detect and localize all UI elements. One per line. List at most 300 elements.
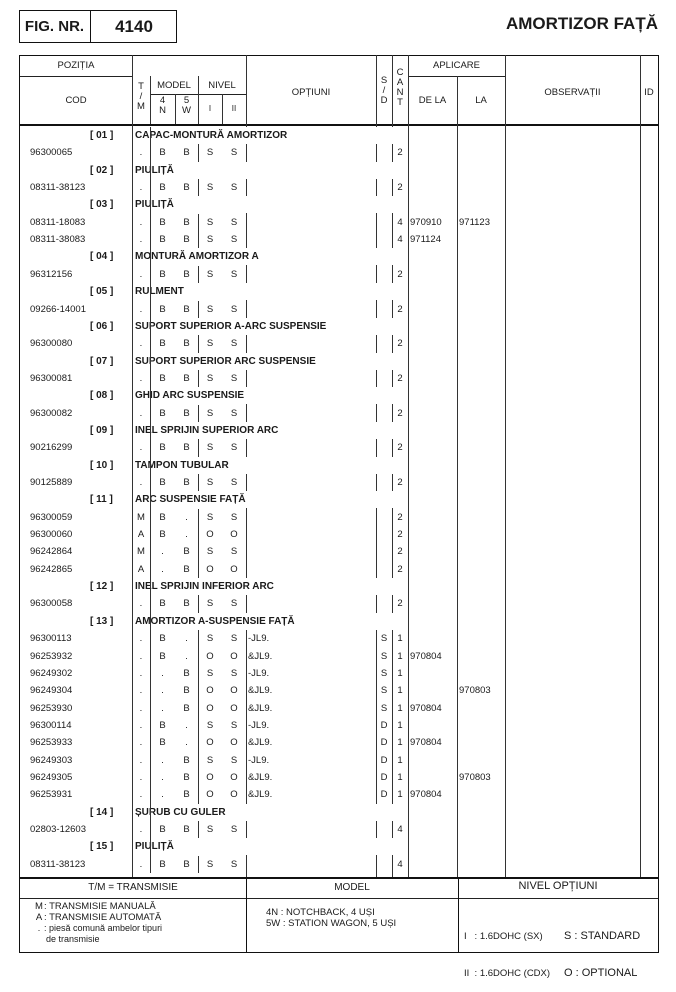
nivel-ii-value: O: [230, 685, 238, 697]
legend-model-item: 5W : STATION WAGON, 5 UȘI: [266, 917, 397, 929]
header-cod: COD: [65, 95, 87, 106]
nivel-i-value: S: [206, 754, 214, 766]
part-code: 96300114: [30, 719, 72, 731]
part-code: 96300060: [30, 529, 73, 541]
transmission-value: .: [139, 702, 143, 714]
header-nivel-ii: II: [231, 104, 237, 113]
header-cant: [392, 68, 408, 108]
quantity-value: 4: [397, 824, 403, 835]
cell-divider: [198, 214, 199, 232]
transmission-value: .: [139, 633, 143, 645]
cell-divider: [150, 821, 151, 839]
model-5w-value: B: [183, 268, 190, 280]
header-4n-digit: 4: [159, 95, 166, 106]
position-number: [ 03 ]: [90, 199, 114, 211]
transmission-value: .: [139, 303, 143, 315]
model-4n-value: B: [159, 303, 166, 315]
applicable-to-value: [459, 752, 507, 769]
position-number: [ 08 ]: [90, 390, 114, 402]
side-value: [376, 526, 392, 543]
cell-divider: [246, 769, 247, 787]
applicable-from-value: [410, 266, 458, 283]
quantity-value: 2: [397, 511, 403, 523]
table-row: [20, 543, 658, 560]
position-number: [ 07 ]: [90, 355, 114, 367]
group-title: CAPAC-MONTURĂ AMORTIZOR: [133, 127, 395, 144]
legend-model-header: MODEL: [334, 882, 370, 893]
table-row: [20, 717, 658, 734]
header-optiuni: OPȚIUNI: [291, 87, 331, 98]
group-row: [20, 838, 658, 855]
model-4n-value: .: [161, 789, 164, 801]
position-number: [ 12 ]: [90, 581, 114, 593]
cell-divider: [246, 630, 247, 648]
cell-divider: [198, 561, 199, 579]
table-row: [20, 231, 658, 248]
cell-divider: [150, 318, 151, 336]
part-code: 96253930: [30, 702, 73, 714]
nivel-i-value: O: [206, 737, 214, 749]
cell-divider: [198, 526, 199, 544]
applicable-from-value: [410, 717, 458, 734]
applicable-to-value: [459, 648, 507, 665]
side-value: [376, 231, 392, 248]
applicable-from-value: [410, 543, 458, 560]
model-4n-value: B: [159, 268, 166, 280]
quantity-value: 2: [397, 182, 403, 194]
transmission-value: .: [139, 442, 143, 454]
applicable-to-value: 970803: [459, 685, 491, 697]
option-value: [248, 561, 376, 578]
applicable-from-value: [410, 769, 458, 786]
legend-tm-item: . : piesă comună ambelor tipuri: [37, 923, 163, 933]
part-code: 96249304: [30, 685, 73, 697]
model-5w-value: B: [183, 182, 190, 194]
applicable-from-value: 970910: [410, 216, 442, 228]
cell-divider: [198, 648, 199, 666]
applicable-to-value: [459, 595, 507, 612]
group-title: PIULIȚĂ: [133, 162, 395, 179]
footer-header-rule: [20, 898, 658, 899]
side-value: [376, 335, 392, 352]
nivel-i-value: S: [206, 338, 214, 350]
cell-divider: [150, 335, 151, 353]
group-row: [20, 162, 658, 179]
cell-divider: [198, 509, 199, 527]
model-5w-value: B: [183, 234, 190, 246]
table-row: [20, 648, 658, 665]
cell-divider: [246, 439, 247, 457]
option-value: [248, 231, 376, 248]
part-code: 90216299: [30, 442, 73, 454]
group-row: [20, 422, 658, 439]
applicable-to-value: [459, 266, 507, 283]
model-4n-value: .: [161, 667, 164, 679]
header-5w-digit: 5: [183, 95, 190, 106]
quantity-value: 1: [397, 685, 403, 697]
option-value: [248, 179, 376, 196]
quantity-value: 1: [397, 737, 403, 749]
legend-nivel-item: II : 1.6DOHC (CDX) O : OPTIONAL: [464, 967, 638, 979]
applicable-to-value: 971123: [459, 216, 490, 228]
nivel-ii-value: S: [230, 858, 238, 870]
cell-divider: [150, 457, 151, 475]
group-row: [20, 387, 658, 404]
group-title: PIULIȚĂ: [133, 196, 395, 213]
group-row: [20, 613, 658, 630]
legend-model-item: 4N : NOTCHBACK, 4 UȘI: [266, 907, 375, 918]
option-value: [248, 474, 376, 491]
option-value: [248, 214, 376, 231]
applicable-to-value: [459, 144, 507, 161]
option-value: -JL9.: [248, 719, 270, 731]
model-4n-value: B: [159, 511, 166, 523]
quantity-value: 1: [397, 667, 403, 679]
model-5w-value: B: [183, 771, 190, 783]
model-5w-value: B: [183, 667, 190, 679]
cell-divider: [150, 769, 151, 787]
nivel-ii-value: S: [230, 633, 238, 645]
legend-tm-header: T/M = TRANSMISIE: [88, 882, 178, 893]
transmission-value: .: [139, 667, 143, 679]
part-code: 96253931: [30, 789, 73, 801]
cell-divider: [150, 370, 151, 388]
legend-tm-item: A : TRANSMISIE AUTOMATĂ: [35, 911, 162, 923]
side-value: S: [380, 650, 388, 662]
cell-divider: [198, 266, 199, 284]
header-aplicare: APLICARE: [433, 60, 480, 71]
option-value: [248, 543, 376, 560]
model-5w-value: B: [183, 598, 190, 610]
cell-divider: [150, 752, 151, 770]
nivel-i-value: S: [206, 667, 214, 679]
cell-divider: [246, 231, 247, 249]
table-row: [20, 266, 658, 283]
option-value: [248, 439, 376, 456]
cell-divider: [246, 856, 247, 874]
model-4n-value: B: [159, 858, 166, 870]
model-4n-value: .: [161, 685, 164, 697]
cell-divider: [198, 786, 199, 804]
option-value: &JL9.: [248, 737, 273, 749]
cell-divider: [246, 405, 247, 423]
cell-divider: [198, 665, 199, 683]
applicable-to-value: [459, 734, 507, 751]
nivel-ii-value: S: [230, 182, 238, 194]
model-5w-value: B: [183, 442, 190, 454]
table-row: [20, 509, 658, 526]
applicable-to-value: [459, 786, 507, 803]
nivel-ii-value: S: [230, 216, 238, 228]
part-code: 08311-38083: [30, 234, 86, 246]
part-code: 96300065: [30, 147, 73, 159]
cell-divider: [150, 283, 151, 301]
group-title: INEL SPRIJIN INFERIOR ARC: [133, 578, 395, 595]
table-row: [20, 752, 658, 769]
cell-divider: [150, 196, 151, 214]
cell-divider: [150, 491, 151, 509]
applicable-from-value: [410, 179, 458, 196]
table-row: [20, 769, 658, 786]
transmission-value: .: [139, 824, 143, 835]
nivel-i-value: O: [206, 563, 214, 575]
cell-divider: [150, 630, 151, 648]
model-4n-value: .: [161, 771, 164, 783]
cell-divider: [150, 717, 151, 735]
nivel-ii-value: S: [230, 338, 238, 350]
transmission-value: M: [137, 546, 145, 558]
position-number: [ 10 ]: [90, 459, 114, 471]
legend-tm-item: de transmisie: [46, 933, 100, 944]
model-5w-value: B: [183, 685, 190, 697]
nivel-ii-value: O: [230, 771, 238, 783]
part-code: 08311-18083: [30, 216, 86, 228]
quantity-value: 1: [397, 771, 403, 783]
nivel-ii-value: S: [230, 477, 238, 488]
part-code: 96300080: [30, 338, 73, 350]
part-code: 96300082: [30, 407, 73, 419]
table-row: [20, 630, 658, 647]
applicable-from-value: [410, 595, 458, 612]
cell-divider: [150, 231, 151, 249]
option-value: &JL9.: [248, 685, 273, 697]
part-code: 96300113: [30, 633, 72, 645]
cell-divider: [150, 734, 151, 752]
applicable-from-value: [410, 439, 458, 456]
header-5w-letter: W: [182, 105, 191, 116]
table-row: [20, 439, 658, 456]
side-value: [376, 856, 392, 873]
cell-divider: [246, 179, 247, 197]
applicable-to-value: [459, 370, 507, 387]
nivel-ii-value: S: [230, 667, 238, 679]
quantity-value: 4: [397, 234, 403, 246]
cell-divider: [246, 717, 247, 735]
cell-divider: [150, 613, 151, 631]
transmission-value: .: [139, 789, 143, 801]
transmission-value: .: [139, 754, 143, 766]
header-observatii: OBSERVAȚII: [544, 87, 601, 98]
part-code: 96242865: [30, 563, 73, 575]
position-number: [ 06 ]: [90, 320, 114, 332]
quantity-value: 2: [397, 147, 403, 159]
cell-divider: [150, 179, 151, 197]
cell-divider: [150, 266, 151, 284]
cell-divider: [150, 665, 151, 683]
cell-divider: [198, 231, 199, 249]
part-code: 96312156: [30, 268, 73, 280]
header-nivel: NIVEL: [208, 80, 236, 91]
nivel-i-value: S: [206, 546, 214, 558]
option-value: [248, 144, 376, 161]
group-title: SUPORT SUPERIOR ARC SUSPENSIE: [133, 353, 395, 370]
cell-divider: [150, 804, 151, 822]
group-row: [20, 578, 658, 595]
option-value: [248, 856, 376, 873]
position-number: [ 09 ]: [90, 424, 114, 436]
page-title: AMORTIZOR FAȚĂ: [505, 14, 658, 33]
cell-divider: [150, 509, 151, 527]
header-tm-t: T: [138, 81, 144, 92]
option-value: &JL9.: [248, 702, 273, 714]
legend-tm-list: [34, 902, 162, 944]
cell-divider: [150, 578, 151, 596]
cell-divider: [246, 752, 247, 770]
model-5w-value: B: [183, 372, 190, 384]
cell-divider: [198, 734, 199, 752]
option-value: &JL9.: [248, 650, 273, 662]
cell-divider: [150, 856, 151, 874]
applicable-to-value: [459, 665, 507, 682]
applicable-to-value: [459, 561, 507, 578]
group-title: RULMENT: [133, 283, 395, 300]
applicable-to-value: [459, 856, 507, 873]
nivel-ii-value: O: [230, 737, 238, 749]
nivel-i-value: S: [206, 268, 214, 280]
table-row: [20, 526, 658, 543]
transmission-value: .: [139, 719, 143, 731]
option-value: -JL9.: [248, 754, 270, 766]
nivel-ii-value: S: [230, 598, 238, 610]
nivel-i-value: S: [206, 477, 214, 488]
side-value: [376, 543, 392, 560]
cell-divider: [150, 700, 151, 718]
applicable-to-value: [459, 543, 507, 560]
option-value: [248, 526, 376, 543]
cell-divider: [246, 526, 247, 544]
group-title: ȘURUB CU GULER: [133, 804, 395, 821]
applicable-to-value: [459, 335, 507, 352]
option-value: [248, 509, 376, 526]
model-5w-value: B: [183, 702, 190, 714]
model-5w-value: .: [185, 529, 188, 541]
side-value: [376, 439, 392, 456]
side-value: [376, 595, 392, 612]
nivel-i-value: O: [206, 702, 214, 714]
cell-divider: [246, 648, 247, 666]
nivel-i-value: S: [206, 442, 214, 454]
side-value: [376, 405, 392, 422]
cell-divider: [246, 786, 247, 804]
nivel-i-value: S: [206, 824, 214, 835]
group-title: INEL SPRIJIN SUPERIOR ARC: [133, 422, 395, 439]
applicable-from-value: [410, 821, 458, 838]
nivel-i-value: O: [206, 650, 214, 662]
applicable-from-value: [410, 665, 458, 682]
applicable-from-value: 970804: [410, 737, 442, 749]
cell-divider: [246, 144, 247, 162]
quantity-value: 4: [397, 858, 403, 870]
table-row: [20, 595, 658, 612]
header-model-5w: [175, 96, 198, 116]
applicable-to-value: [459, 231, 507, 248]
cell-divider: [150, 526, 151, 544]
transmission-value: .: [139, 737, 143, 749]
group-title: PIULIȚĂ: [133, 838, 395, 855]
model-5w-value: .: [185, 650, 188, 662]
applicable-from-value: [410, 856, 458, 873]
transmission-value: .: [139, 338, 143, 350]
legend-model-list: [266, 908, 396, 929]
nivel-ii-value: S: [230, 407, 238, 419]
model-4n-value: B: [159, 234, 166, 246]
table-row: [20, 301, 658, 318]
model-4n-value: B: [159, 442, 166, 454]
cell-divider: [198, 700, 199, 718]
group-title: TAMPON TUBULAR: [133, 457, 395, 474]
applicable-from-value: [410, 405, 458, 422]
nivel-ii-value: S: [230, 754, 238, 766]
nivel-i-value: S: [206, 633, 214, 645]
cell-divider: [246, 370, 247, 388]
header-tm: [132, 82, 150, 112]
header-id: ID: [644, 87, 654, 98]
cell-divider: [246, 665, 247, 683]
side-value: D: [380, 789, 388, 801]
side-value: [376, 144, 392, 161]
cell-divider: [246, 682, 247, 700]
model-4n-value: B: [159, 182, 166, 194]
model-4n-value: B: [159, 719, 166, 731]
applicable-to-value: [459, 179, 507, 196]
model-4n-value: B: [159, 598, 166, 610]
position-number: [ 11 ]: [90, 494, 113, 506]
nivel-ii-value: S: [230, 824, 238, 835]
applicable-to-value: [459, 821, 507, 838]
side-value: S: [380, 685, 388, 697]
cell-divider: [150, 387, 151, 405]
cell-divider: [150, 786, 151, 804]
part-code: 09266-14001: [30, 303, 86, 315]
model-4n-value: B: [159, 824, 166, 835]
side-value: [376, 179, 392, 196]
figure-label: FIG. NR.: [19, 10, 91, 43]
cell-divider: [198, 301, 199, 319]
applicable-to-value: [459, 526, 507, 543]
applicable-to-value: 970803: [459, 771, 491, 783]
table-row: [20, 682, 658, 699]
table-row: [20, 561, 658, 578]
legend-tm-item: M: TRANSMISIE MANUALĂ: [35, 901, 156, 912]
group-title: SUPORT SUPERIOR A-ARC SUSPENSIE: [133, 318, 395, 335]
applicable-from-value: [410, 301, 458, 318]
transmission-value: .: [139, 685, 143, 697]
option-value: [248, 335, 376, 352]
side-value: [376, 474, 392, 491]
group-row: [20, 196, 658, 213]
side-value: [376, 266, 392, 283]
transmission-value: .: [139, 650, 143, 662]
legend-nivel-header: NIVEL OPȚIUNI: [518, 880, 598, 892]
group-row: [20, 248, 658, 265]
quantity-value: 2: [397, 372, 403, 384]
quantity-value: 2: [397, 598, 403, 610]
model-4n-value: B: [159, 372, 166, 384]
model-5w-value: B: [183, 789, 190, 801]
applicable-from-value: 970804: [410, 789, 442, 801]
transmission-value: A: [137, 563, 145, 575]
nivel-ii-value: S: [230, 546, 238, 558]
header-model: MODEL: [157, 80, 191, 91]
header-cant-c: C: [396, 67, 404, 78]
nivel-i-value: O: [206, 529, 214, 541]
cell-divider: [198, 682, 199, 700]
cell-divider: [198, 370, 199, 388]
quantity-value: 1: [397, 719, 403, 731]
part-code: 96242864: [30, 546, 73, 558]
part-code: 90125889: [30, 477, 73, 488]
nivel-i-value: S: [206, 407, 214, 419]
